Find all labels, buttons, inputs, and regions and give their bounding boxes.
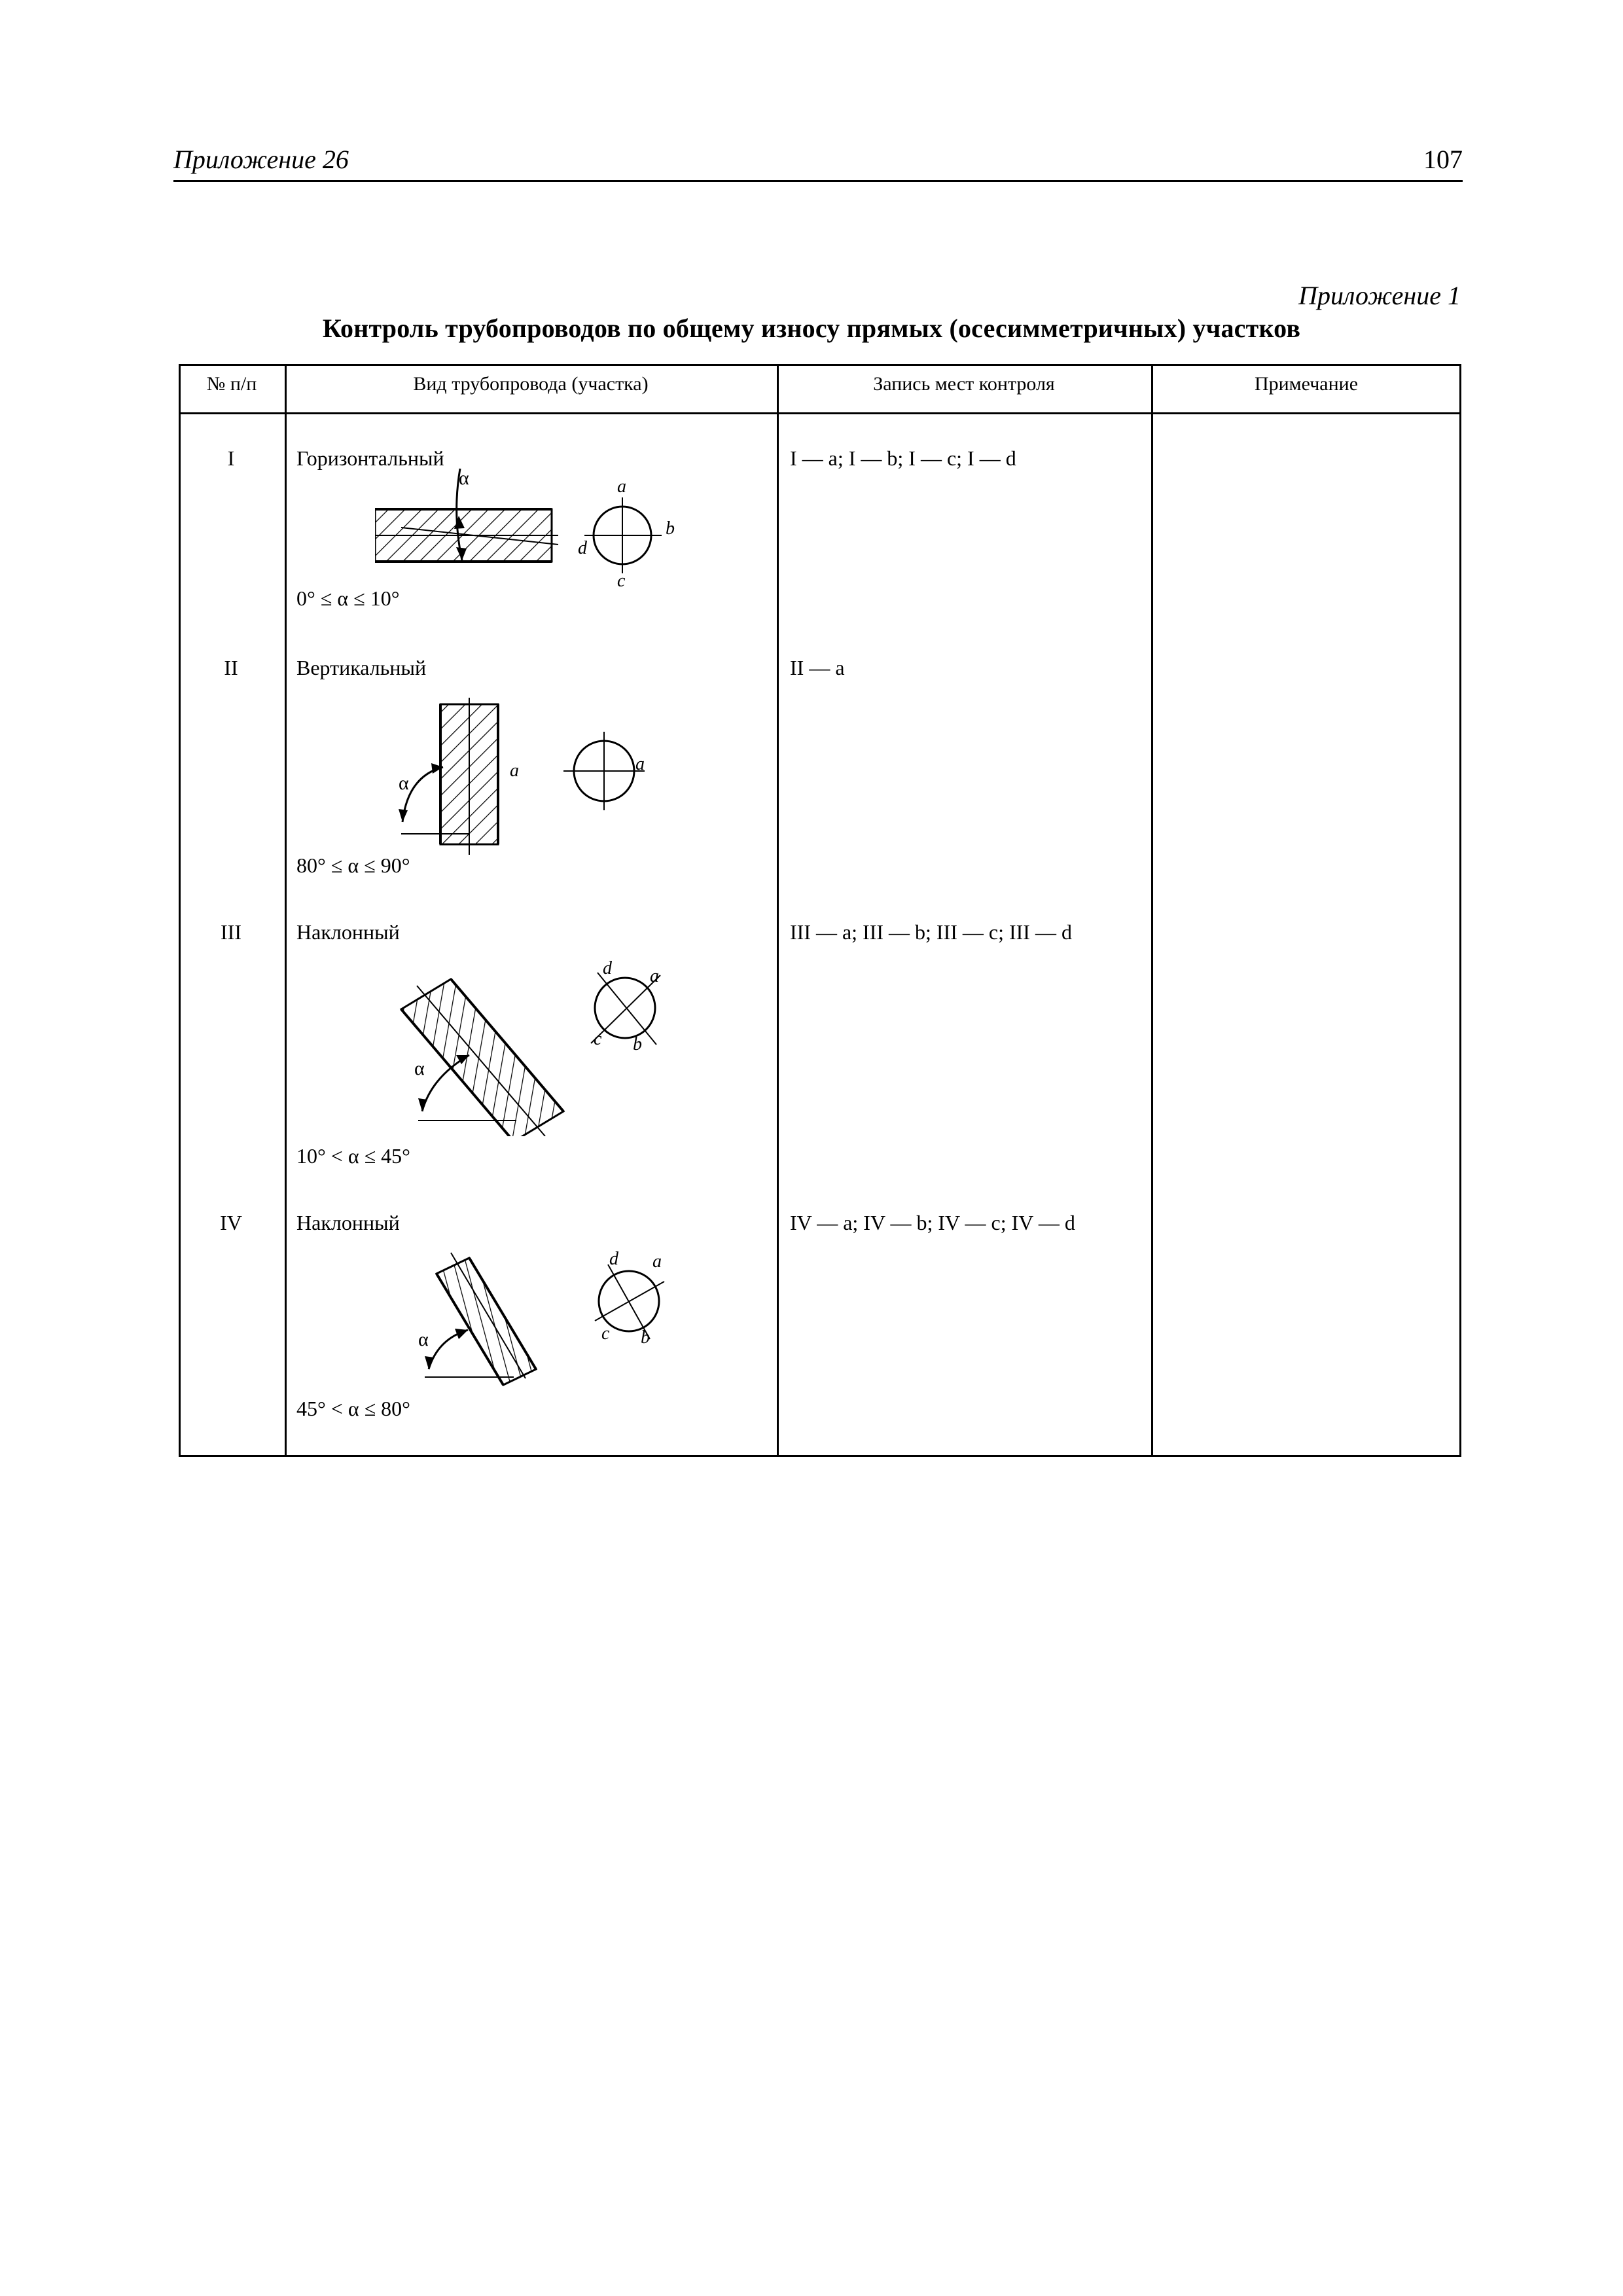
pipe-type-label: Наклонный bbox=[296, 920, 400, 944]
control-table bbox=[179, 364, 1461, 1457]
point-label-a: a bbox=[617, 476, 626, 497]
header-number: № п/п bbox=[206, 373, 257, 395]
row-number: III bbox=[221, 920, 241, 944]
point-label-a: a bbox=[635, 754, 645, 774]
inclined-pipe-diagram-steep bbox=[388, 1247, 728, 1398]
point-label-b: b bbox=[633, 1034, 642, 1054]
angle-range: 0° ≤ α ≤ 10° bbox=[296, 586, 400, 610]
control-record-text: IV — a; IV — b; IV — c; IV — d bbox=[790, 1211, 1075, 1234]
inclined-pipe-diagram-shallow bbox=[388, 960, 728, 1136]
pipe-type-label: Горизонтальный bbox=[296, 446, 444, 470]
angle-range: 45° < α ≤ 80° bbox=[296, 1397, 410, 1420]
control-record bbox=[790, 446, 1016, 471]
control-record-text: I — a; I — b; I — c; I — d bbox=[790, 446, 1016, 470]
alpha-symbol: α bbox=[399, 772, 409, 794]
pipe-section bbox=[437, 1258, 536, 1385]
column-divider bbox=[285, 364, 287, 1457]
point-label-a: a bbox=[650, 966, 659, 986]
pipe-axis bbox=[417, 986, 545, 1136]
row-number: IV bbox=[220, 1211, 242, 1234]
point-label-c: c bbox=[617, 571, 626, 586]
point-label-d: d bbox=[609, 1249, 618, 1269]
header-control-record: Запись мест контроля bbox=[873, 373, 1055, 395]
vertical-pipe-diagram bbox=[388, 698, 702, 868]
running-head bbox=[173, 141, 1463, 182]
cross-section-circle bbox=[595, 978, 655, 1038]
table-title: Контроль трубопроводов по общему износу прямых (осесимметричных) участков bbox=[322, 314, 1301, 343]
point-label-d: d bbox=[603, 960, 612, 978]
angle-range: 10° < α ≤ 45° bbox=[296, 1144, 410, 1168]
point-label-a: a bbox=[510, 761, 519, 781]
page-number: 107 bbox=[1423, 145, 1463, 174]
row-number: II bbox=[224, 656, 238, 679]
alpha-symbol: α bbox=[414, 1058, 425, 1079]
horizontal-pipe-diagram bbox=[375, 456, 741, 586]
running-head-title: Приложение 26 bbox=[173, 145, 349, 174]
control-record bbox=[790, 920, 1072, 944]
point-label-c: c bbox=[594, 1029, 602, 1049]
column-divider bbox=[777, 364, 779, 1457]
pipe-type-label: Наклонный bbox=[296, 1211, 400, 1234]
point-label-d: d bbox=[578, 538, 587, 558]
row-number: I bbox=[227, 446, 235, 470]
table-frame bbox=[179, 364, 1461, 1457]
point-label-c: c bbox=[601, 1323, 610, 1344]
control-record-text: II — a bbox=[790, 656, 845, 679]
point-label-b: b bbox=[666, 518, 675, 539]
pipe-type-label: Вертикальный bbox=[296, 656, 427, 679]
angle-range: 80° ≤ α ≤ 90° bbox=[296, 853, 410, 877]
control-record bbox=[790, 656, 845, 680]
header-divider bbox=[179, 412, 1461, 414]
alpha-symbol: α bbox=[418, 1329, 429, 1350]
appendix-label: Приложение 1 bbox=[1298, 281, 1461, 310]
alpha-symbol: α bbox=[459, 467, 469, 489]
header-note: Примечание bbox=[1254, 373, 1359, 395]
point-label-b: b bbox=[641, 1327, 650, 1348]
column-divider bbox=[1151, 364, 1153, 1457]
header-pipe-type: Вид трубопровода (участка) bbox=[413, 373, 649, 395]
control-record bbox=[790, 1211, 1075, 1235]
point-label-a: a bbox=[652, 1251, 662, 1272]
control-record-text: III — a; III — b; III — c; III — d bbox=[790, 920, 1072, 944]
pipe-section bbox=[401, 979, 563, 1136]
